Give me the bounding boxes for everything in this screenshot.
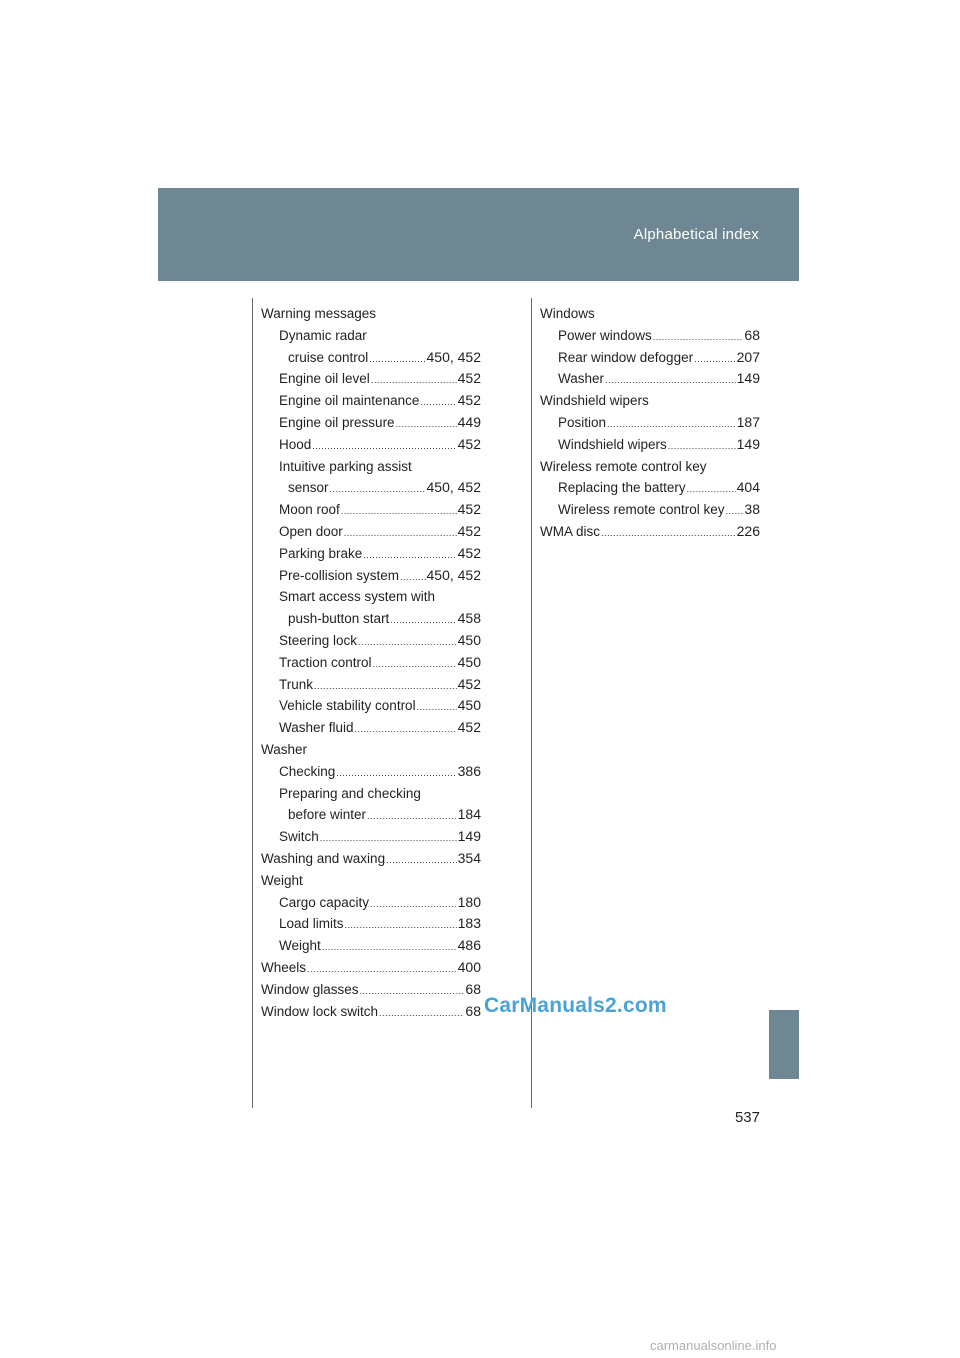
dot-leader [605, 370, 736, 392]
page-reference: 68 [744, 326, 760, 343]
index-entry [261, 499, 481, 521]
index-entry [540, 325, 760, 347]
index-column-left [261, 303, 481, 1022]
column-divider-right [531, 298, 532, 1108]
page-reference: 452 [457, 522, 481, 539]
index-entry [261, 368, 481, 390]
index-entry [261, 412, 481, 434]
index-term: Checking [279, 763, 336, 779]
index-entry [540, 303, 760, 325]
dot-leader [314, 676, 457, 698]
index-entry [261, 913, 481, 935]
index-entry [261, 739, 481, 761]
column-divider-left [252, 298, 253, 1108]
index-term: push-button start [288, 611, 390, 627]
index-entry [261, 935, 481, 957]
index-term: Traction control [279, 654, 372, 670]
index-term: Engine oil pressure [279, 414, 395, 430]
page-reference: 149 [736, 370, 760, 387]
index-entry [540, 368, 760, 390]
page-reference: 450, 452 [426, 479, 481, 496]
page-reference: 452 [457, 719, 481, 736]
dot-leader [320, 828, 457, 850]
page-reference: 452 [457, 544, 481, 561]
index-heading: Dynamic radar [279, 327, 367, 343]
page-reference: 486 [457, 937, 481, 954]
page-reference: 450 [457, 697, 481, 714]
dot-leader [312, 436, 456, 458]
index-entry [261, 608, 481, 630]
index-term: Trunk [279, 676, 314, 692]
index-term: Parking brake [279, 545, 363, 561]
dot-leader [726, 501, 744, 523]
page-reference: 354 [457, 849, 481, 866]
dot-leader [420, 392, 456, 414]
index-heading: Windshield wipers [540, 393, 649, 409]
page-reference: 450, 452 [426, 566, 481, 583]
index-entry [540, 347, 760, 369]
page-reference: 184 [457, 806, 481, 823]
page-reference: 149 [457, 828, 481, 845]
index-entry [261, 456, 481, 478]
index-entry [261, 1001, 481, 1023]
index-entry [261, 390, 481, 412]
index-heading: Smart access system with [279, 589, 436, 605]
index-entry [261, 826, 481, 848]
footer-watermark: carmanualsonline.info [650, 1338, 777, 1353]
page-reference: 149 [736, 435, 760, 452]
index-entry [261, 892, 481, 914]
dot-leader [607, 414, 736, 436]
dot-leader [417, 697, 457, 719]
index-entry [261, 695, 481, 717]
dot-leader [367, 806, 457, 828]
index-entry [261, 761, 481, 783]
index-term: Steering lock [279, 632, 358, 648]
index-term: Engine oil maintenance [279, 393, 420, 409]
index-entry [540, 521, 760, 543]
index-entry [540, 412, 760, 434]
index-entry [540, 434, 760, 456]
index-column-right [540, 303, 760, 543]
header-band [158, 188, 799, 281]
index-entry [540, 456, 760, 478]
dot-leader [370, 894, 457, 916]
index-term: Washing and waxing [261, 850, 386, 866]
index-heading: Wireless remote control key [540, 458, 707, 474]
index-heading: Warning messages [261, 306, 377, 321]
index-entry [540, 499, 760, 521]
index-term: Moon roof [279, 502, 340, 518]
index-entry [261, 565, 481, 587]
index-term: Position [558, 414, 607, 430]
index-term: Open door [279, 523, 343, 539]
dot-leader [694, 349, 736, 371]
page-reference: 400 [457, 958, 481, 975]
index-heading: Windows [540, 306, 595, 321]
index-term: Window lock switch [261, 1003, 379, 1019]
index-heading: Preparing and checking [279, 785, 421, 801]
page-reference: 386 [457, 762, 481, 779]
section-tab [769, 1010, 799, 1079]
page-reference: 38 [744, 501, 760, 518]
index-entry [261, 586, 481, 608]
index-entry [261, 630, 481, 652]
dot-leader [307, 959, 457, 981]
index-term: Wireless remote control key [558, 502, 725, 518]
dot-leader [687, 479, 736, 501]
dot-leader [360, 981, 465, 1003]
index-term: Washer [558, 371, 605, 387]
index-entry [261, 804, 481, 826]
index-term: Wheels [261, 959, 307, 975]
dot-leader [373, 654, 457, 676]
watermark-text: CarManuals2.com [484, 994, 667, 1017]
index-term: Hood [279, 436, 312, 452]
dot-leader [345, 915, 457, 937]
page-reference: 450 [457, 653, 481, 670]
index-entry [261, 434, 481, 456]
index-term: Rear window defogger [558, 349, 694, 365]
index-entry [261, 325, 481, 347]
index-term: Power windows [558, 327, 652, 343]
index-term: Windshield wipers [558, 436, 667, 452]
index-term: WMA disc [540, 523, 601, 539]
page-reference: 404 [736, 479, 760, 496]
index-term: Load limits [279, 916, 344, 932]
page-reference: 226 [736, 522, 760, 539]
page-reference: 450 [457, 631, 481, 648]
index-entry [261, 957, 481, 979]
index-entry [261, 303, 481, 325]
page-reference: 450, 452 [426, 348, 481, 365]
index-term: sensor [288, 480, 329, 496]
dot-leader [358, 632, 457, 654]
page-title: Alphabetical index [633, 226, 759, 243]
index-entry [261, 979, 481, 1001]
index-entry [261, 783, 481, 805]
index-heading: Washer [261, 741, 308, 757]
dot-leader [336, 763, 456, 785]
page-reference: 183 [457, 915, 481, 932]
index-term: Window glasses [261, 981, 359, 997]
dot-leader [369, 349, 425, 371]
index-heading: Intuitive parking assist [279, 458, 412, 474]
dot-leader [601, 523, 736, 545]
dot-leader [344, 523, 457, 545]
index-entry [261, 848, 481, 870]
dot-leader [355, 719, 457, 741]
index-entry [261, 477, 481, 499]
page-reference: 207 [736, 348, 760, 365]
index-heading: Weight [261, 872, 303, 888]
page-reference: 187 [736, 413, 760, 430]
index-term: Vehicle stability control [279, 698, 416, 714]
page-reference: 452 [457, 675, 481, 692]
dot-leader [371, 370, 457, 392]
index-entry [261, 717, 481, 739]
page-reference: 68 [465, 980, 481, 997]
index-entry [540, 477, 760, 499]
index-entry [261, 521, 481, 543]
index-term: Pre-collision system [279, 567, 400, 583]
index-entry [261, 347, 481, 369]
index-entry [261, 543, 481, 565]
index-term: Cargo capacity [279, 894, 370, 910]
dot-leader [386, 850, 457, 872]
dot-leader [330, 479, 426, 501]
page-reference: 68 [465, 1002, 481, 1019]
dot-leader [396, 414, 457, 436]
index-term: Engine oil level [279, 371, 370, 387]
index-entry [261, 652, 481, 674]
index-term: cruise control [288, 349, 369, 365]
index-term: Washer fluid [279, 720, 354, 736]
index-entry [540, 390, 760, 412]
dot-leader [322, 937, 457, 959]
dot-leader [400, 567, 425, 589]
index-entry [261, 674, 481, 696]
index-term: Replacing the battery [558, 480, 686, 496]
dot-leader [363, 545, 456, 567]
index-entry [261, 870, 481, 892]
page-reference: 180 [457, 893, 481, 910]
page-reference: 458 [457, 610, 481, 627]
index-term: before winter [288, 807, 367, 823]
dot-leader [653, 327, 744, 349]
page-reference: 452 [457, 435, 481, 452]
dot-leader [341, 501, 457, 523]
page-number: 537 [734, 1109, 760, 1126]
page-reference: 452 [457, 501, 481, 518]
page-reference: 449 [457, 413, 481, 430]
page-reference: 452 [457, 370, 481, 387]
index-term: Weight [279, 938, 321, 954]
page-reference: 452 [457, 392, 481, 409]
dot-leader [379, 1003, 464, 1025]
index-term: Switch [279, 829, 319, 845]
dot-leader [390, 610, 456, 632]
dot-leader [668, 436, 736, 458]
